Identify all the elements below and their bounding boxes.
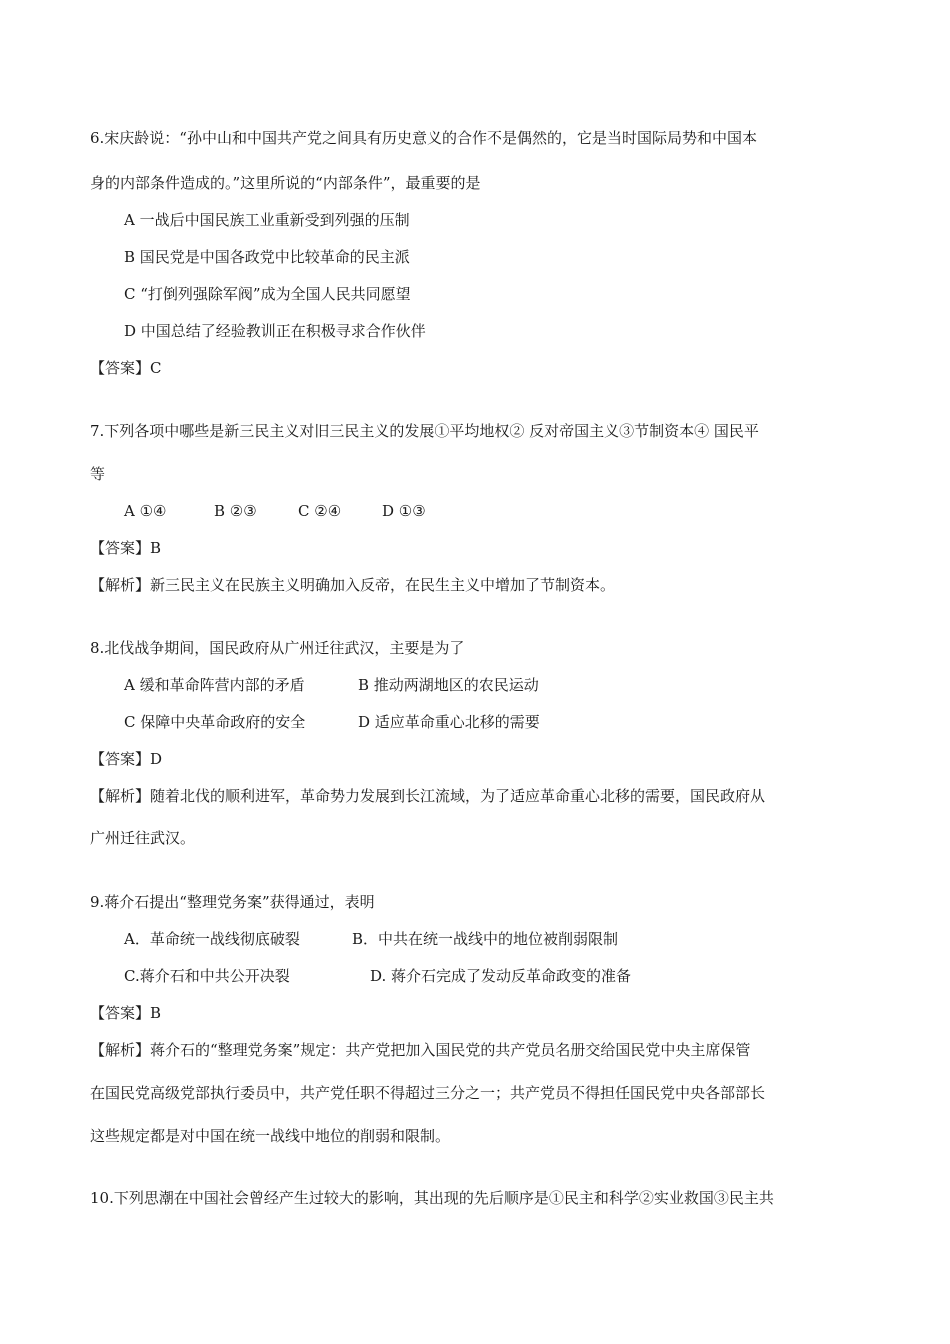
q7-option-c: C ②④ [298, 502, 342, 520]
q8-options-row-2 [124, 712, 540, 732]
q6-option-b: B 国民党是中国各政党中比较革命的民主派 [124, 248, 410, 266]
q7-stem-line-1: 7.下列各项中哪些是新三民主义对旧三民主义的发展①平均地权② 反对帝国主义③节制资本④ 国民平 [90, 422, 759, 440]
q6-option-c: C “打倒列强除军阀”成为全国人民共同愿望 [124, 285, 411, 303]
q8-stem: 8.北伐战争期间，国民政府从广州迁往武汉，主要是为了 [90, 639, 465, 657]
q9-option-d: D. 蒋介石完成了发动反革命政变的准备 [370, 967, 632, 985]
q10-stem-line-1: 10.下列思潮在中国社会曾经产生过较大的影响，其出现的先后顺序是①民主和科学②实业救国③民主共 [90, 1189, 774, 1207]
q6-option-d: D 中国总结了经验教训正在积极寻求合作伙伴 [124, 322, 426, 340]
q6-option-a: A 一战后中国民族工业重新受到列强的压制 [124, 211, 410, 229]
q9-option-b: B．中共在统一战线中的地位被削弱限制 [352, 930, 619, 948]
q7-options-row [124, 501, 426, 521]
q7-option-d: D ①③ [382, 502, 426, 520]
q8-option-a: A 缓和革命阵营内部的矛盾 [124, 676, 305, 694]
q9-analysis-line-3: 这些规定都是对中国在统一战线中地位的削弱和限制。 [90, 1127, 451, 1145]
q8-analysis-line-2: 广州迁往武汉。 [90, 829, 196, 847]
q8-option-b: B 推动两湖地区的农民运动 [358, 676, 539, 694]
q9-stem: 9.蒋介石提出“整理党务案”获得通过，表明 [90, 893, 375, 911]
q7-option-b: B ②③ [214, 502, 257, 520]
q7-stem-line-2: 等 [90, 465, 106, 483]
q6-stem-line-2: 身的内部条件造成的。”这里所说的“内部条件”，最重要的是 [90, 174, 481, 192]
q7-option-a: A ①④ [124, 502, 167, 520]
q9-option-a: A．革命统一战线彻底破裂 [124, 930, 300, 948]
q7-answer: 【答案】B [90, 539, 162, 557]
q9-option-c: C.蒋介石和中共公开决裂 [124, 967, 290, 985]
q6-stem-line-1: 6.宋庆龄说：“孙中山和中国共产党之间具有历史意义的合作不是偶然的，它是当时国际局势和中国本 [90, 129, 757, 147]
q8-analysis-line-1: 【解析】随着北伐的顺利进军，革命势力发展到长江流域，为了适应革命重心北移的需要，国民政府从 [90, 787, 766, 805]
q9-analysis-line-2: 在国民党高级党部执行委员中，共产党任职不得超过三分之一；共产党员不得担任国民党中央各部部长 [90, 1084, 766, 1102]
q9-analysis-line-1: 【解析】蒋介石的“整理党务案”规定：共产党把加入国民党的共产党员名册交给国民党中央主席保管 [90, 1041, 751, 1059]
q6-answer: 【答案】C [90, 359, 162, 377]
q9-answer: 【答案】B [90, 1004, 162, 1022]
q8-option-d: D 适应革命重心北移的需要 [358, 713, 540, 731]
q8-options-row-1 [124, 675, 539, 695]
q9-options-row-2 [124, 966, 631, 986]
q7-analysis: 【解析】新三民主义在民族主义明确加入反帝，在民生主义中增加了节制资本。 [90, 576, 616, 594]
q8-answer: 【答案】D [90, 750, 163, 768]
q9-options-row-1 [124, 929, 618, 949]
q8-option-c: C 保障中央革命政府的安全 [124, 713, 306, 731]
